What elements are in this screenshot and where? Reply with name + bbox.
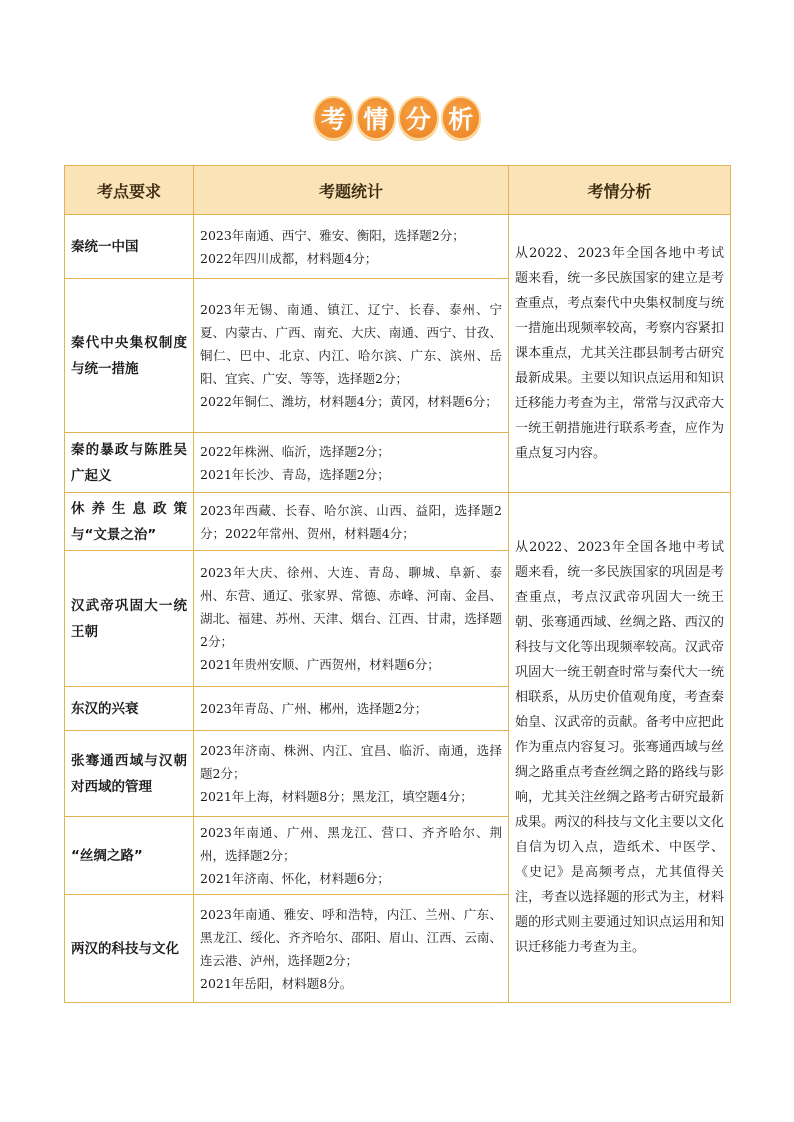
statistics-cell <box>194 817 509 895</box>
statistics-cell <box>194 687 509 731</box>
stat-line: 2023年无锡、南通、镇江、辽宁、长春、泰州、宁夏、内蒙古、广西、南充、大庆、南通、西宁、甘孜、铜仁、巴中、北京、内江、哈尔滨、广东、滨州、岳阳、宜宾、广安、等等，选择题2分； <box>200 302 502 386</box>
stat-line: 2022年四川成都，材料题4分； <box>200 250 378 266</box>
section-title <box>0 96 794 146</box>
requirement-cell: 东汉的兴衰 <box>65 687 194 731</box>
statistics-cell <box>194 731 509 817</box>
table-header-row <box>65 166 731 215</box>
header-requirement: 考点要求 <box>65 166 194 215</box>
stat-line: 2023年大庆、徐州、大连、青岛、聊城、阜新、泰州、东营、通辽、张家界、常德、赤峰、河南、金昌、湖北、福建、苏州、天津、烟台、江西、甘肃，选择题2分； <box>200 565 502 649</box>
title-char: 考 <box>313 96 354 140</box>
requirement-cell: 秦代中央集权制度与统一措施 <box>65 279 194 433</box>
stat-line: 2023年南通、广州、黑龙江、营口、齐齐哈尔、荆州，选择题2分； <box>200 825 502 863</box>
statistics-cell <box>194 551 509 687</box>
exam-analysis-table <box>64 165 731 1003</box>
title-char: 析 <box>441 96 482 140</box>
table-row <box>65 215 731 279</box>
statistics-cell <box>194 895 509 1003</box>
statistics-cell <box>194 215 509 279</box>
requirement-cell: 秦的暴政与陈胜吴广起义 <box>65 433 194 493</box>
requirement-cell: 张骞通西域与汉朝对西域的管理 <box>65 731 194 817</box>
title-char: 情 <box>356 96 397 140</box>
title-badges <box>313 96 481 142</box>
stat-line: 2023年西藏、长春、哈尔滨、山西、益阳，选择题2分；2022年常州、贺州，材料题4分； <box>200 502 502 541</box>
header-statistics: 考题统计 <box>194 166 509 215</box>
statistics-cell <box>194 279 509 433</box>
title-char: 分 <box>398 96 439 140</box>
stat-line: 2021年岳阳，材料题8分。 <box>200 975 353 991</box>
stat-line: 2021年贵州安顺、广西贺州，材料题6分； <box>200 657 440 672</box>
stat-line: 2023年济南、株洲、内江、宜昌、临沂、南通，选择题2分； <box>200 743 502 781</box>
requirement-cell: 休养生息政策与“文景之治” <box>65 493 194 551</box>
requirement-cell: “丝绸之路” <box>65 817 194 895</box>
stat-line: 2022年株洲、临沂，选择题2分； <box>200 443 390 459</box>
stat-line: 2022年铜仁、潍坊，材料题4分；黄冈，材料题6分； <box>200 394 498 409</box>
analysis-cell: 从2022、2023年全国各地中考试题来看，统一多民族国家的建立是考查重点，考点秦代中央集权制度与统一措施出现频率较高，考察内容紧扣课本重点，尤其关注郡县制考古研究最新成果。主要以知识点运用和知识迁移能力考查为主，常常与汉武帝大一统王朝措施进行联系考查，应作为重点复习内容。 <box>509 215 731 493</box>
statistics-cell <box>194 493 509 551</box>
stat-line: 2023年南通、雅安、呼和浩特，内江、兰州、广东、黑龙江、绥化、齐齐哈尔、邵阳、眉山、江西、云南、连云港、泸州，选择题2分； <box>200 906 502 968</box>
statistics-cell <box>194 433 509 493</box>
analysis-cell: 从2022、2023年全国各地中考试题来看，统一多民族国家的巩固是考查重点，考点汉武帝巩固大一统王朝、张骞通西域、丝绸之路、西汉的科技与文化等出现频率较高。汉武帝巩固大一统王朝查时常与秦代大一统相联系，从历史价值观角度，考查秦始皇、汉武帝的贡献。备考中应把此作为重点内容复习。张骞通西域与丝绸之路重点考查丝绸之路的路线与影响，尤其关注丝绸之路考古研究最新成果。两汉的科技与文化主要以文化自信为切入点，造纸术、中医学、《史记》是高频考点，尤其值得关注，考查以选择题的形式为主，材料题的形式则主要通过知识点运用和知识迁移能力考查为主。 <box>509 493 731 1003</box>
stat-line: 2021年长沙、青岛，选择题2分； <box>200 466 390 482</box>
stat-line: 2021年上海，材料题8分；黑龙江，填空题4分； <box>200 789 473 804</box>
stat-line: 2023年青岛、广州、郴州，选择题2分； <box>200 701 428 716</box>
requirement-cell: 汉武帝巩固大一统王朝 <box>65 551 194 687</box>
requirement-cell: 两汉的科技与文化 <box>65 895 194 1003</box>
stat-line: 2021年济南、怀化，材料题6分； <box>200 871 390 886</box>
requirement-cell: 秦统一中国 <box>65 215 194 279</box>
table-row <box>65 493 731 551</box>
stat-line: 2023年南通、西宁、雅安、衡阳，选择题2分； <box>200 227 465 243</box>
header-analysis: 考情分析 <box>509 166 731 215</box>
